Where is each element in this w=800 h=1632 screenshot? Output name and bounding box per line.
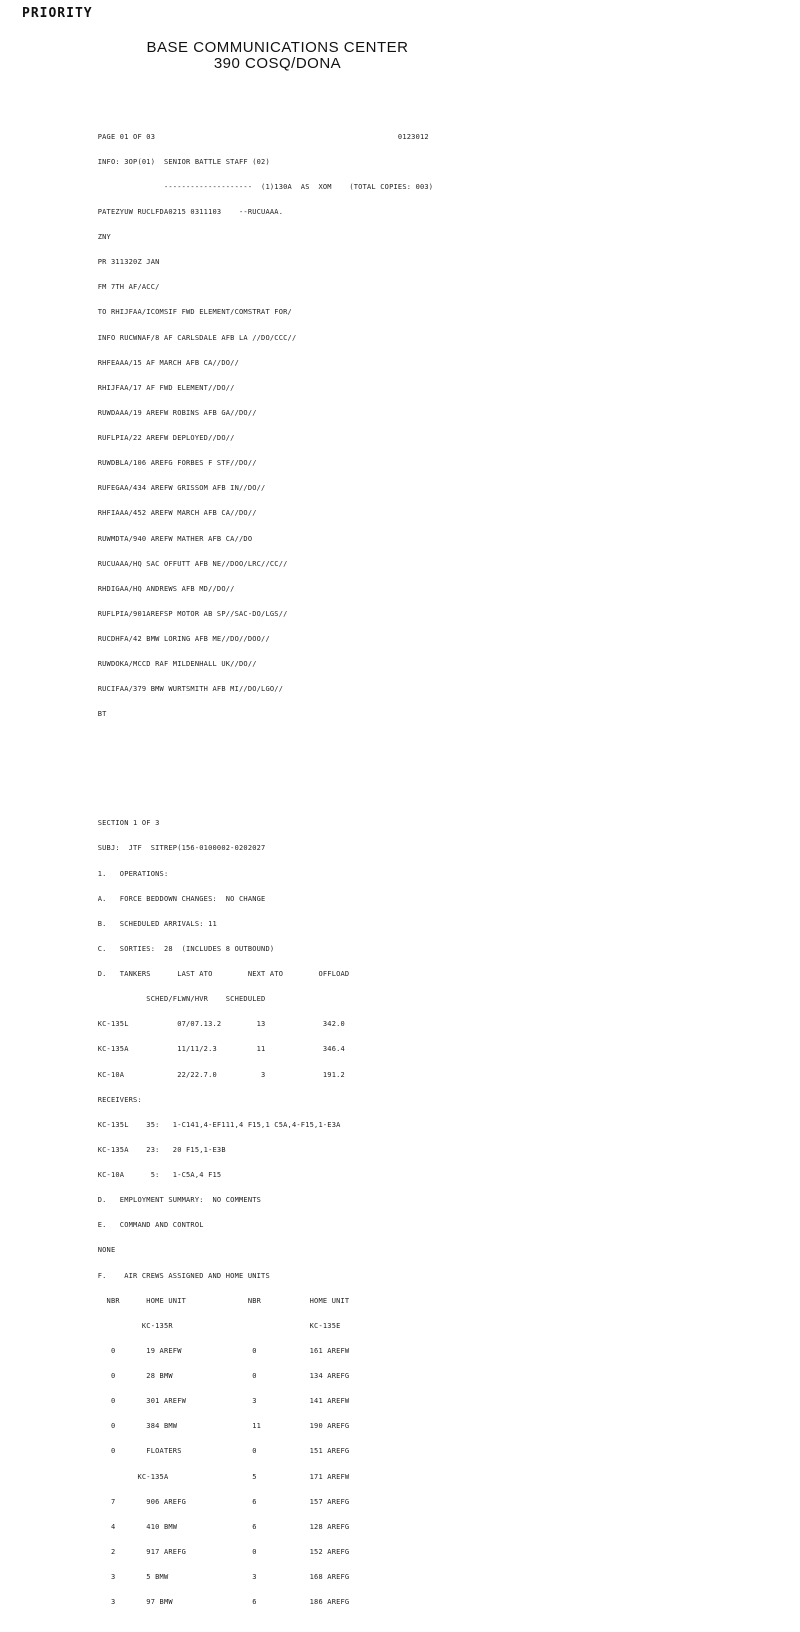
text-line: C. SORTIES: 28 (INCLUDES 8 OUTBOUND) — [58, 944, 275, 953]
text-line: RUFLPIA/901AREFSP MOTOR AB SP//SAC-DO/LGS// — [58, 609, 288, 618]
text-line: SECTION 1 OF 3 — [58, 819, 160, 828]
text-line: RUFLPIA/22 AREFW DEPLOYED//DO// — [58, 434, 235, 442]
text-line: 3 97 BMW 6 186 AREFG — [58, 1598, 350, 1607]
text-line: F. AIR CREWS ASSIGNED AND HOME UNITS — [58, 1271, 270, 1280]
text-line: SCHED/FLWN/HVR SCHEDULED — [58, 995, 266, 1004]
text-line: RHIJFAA/17 AF FWD ELEMENT//DO// — [58, 383, 235, 392]
text-line: 0 384 BMW 11 190 AREFG — [58, 1422, 350, 1431]
document-header — [0, 40, 555, 72]
message-text — [58, 99, 800, 1632]
text-line: PR 311320Z JAN — [58, 258, 160, 267]
text-line: 0 19 AREFW 0 161 AREFW — [58, 1346, 350, 1355]
text-line: 0 301 AREFW 3 141 AREFW — [58, 1397, 350, 1406]
header-title: BASE COMMUNICATIONS CENTER — [146, 39, 409, 56]
text-line: RUWMDTA/940 AREFW MATHER AFB CA//DO — [58, 534, 253, 543]
text-line: RHDIGAA/HQ ANDREWS AFB MD//DO// — [58, 584, 235, 593]
text-line: 2 917 AREFG 0 152 AREFG — [58, 1547, 350, 1556]
priority-stamp: PRIORITY — [22, 6, 93, 21]
text-line: 4 410 BMW 6 128 AREFG — [58, 1522, 350, 1531]
text-line: TO RHIJFAA/ICOMSIF FWD ELEMENT/COMSTRAT FOR/ — [58, 308, 292, 317]
blank-line — [58, 777, 800, 785]
text-line: FM 7TH AF/ACC/ — [58, 283, 160, 292]
text-line: RUCDHFA/42 BMW LORING AFB ME//DO//DOO// — [58, 635, 270, 643]
text-line: RUFEGAA/434 AREFW GRISSOM AFB IN//DO// — [58, 484, 266, 493]
text-line: D. TANKERS LAST ATO NEXT ATO OFFLOAD — [58, 970, 350, 978]
text-line: 7 906 AREFG 6 157 AREFG — [58, 1497, 350, 1506]
text-line: 1. OPERATIONS: — [58, 869, 169, 878]
text-line: NONE — [58, 1246, 116, 1255]
text-line: INFO RUCWNAF/8 AF CARLSDALE AFB LA //DO/CCC// — [58, 333, 297, 342]
text-line: PATEZYUW RUCLFDA0215 0311103 --RUCUAAA. — [58, 207, 284, 216]
text-line: KC-135A 5 171 AREFW — [58, 1472, 350, 1481]
text-line: BT — [58, 710, 107, 719]
text-line: RECEIVERS: — [58, 1095, 142, 1104]
text-line: RUCIFAA/379 BMW WURTSMITH AFB MI//DO/LGO// — [58, 685, 284, 694]
text-line: NBR HOME UNIT NBR HOME UNIT — [58, 1296, 350, 1305]
text-line: INFO: 3OP(01) SENIOR BATTLE STAFF (02) — [58, 157, 270, 166]
text-line: KC-135L 35: 1-C141,4-EF111,4 F15,1 C5A,4-F15,1-E3A — [58, 1120, 341, 1129]
text-line: -------------------- (1)130A AS XOM (TOTAL COPIES: 003) — [58, 182, 434, 191]
text-line: RUWDAAA/19 AREFW ROBINS AFB GA//DO// — [58, 408, 257, 417]
text-line: 0 FLOATERS 0 151 AREFG — [58, 1447, 350, 1456]
text-line: KC-10A 5: 1-C5A,4 F15 — [58, 1171, 222, 1179]
text-line: 0 28 BMW 0 134 AREFG — [58, 1372, 350, 1380]
text-line: KC-10A 22/22.7.0 3 191.2 — [58, 1070, 345, 1079]
text-line: KC-135R KC-135E — [58, 1321, 341, 1330]
text-line: KC-135A 11/11/2.3 11 346.4 — [58, 1045, 345, 1054]
text-line: RHFIAAA/452 AREFW MARCH AFB CA//DO// — [58, 509, 257, 518]
text-line: RHFEAAA/15 AF MARCH AFB CA//DO// — [58, 358, 239, 367]
text-line: KC-135L 07/07.13.2 13 342.0 — [58, 1020, 345, 1029]
text-line: 3 5 BMW 3 168 AREFG — [58, 1573, 350, 1581]
text-line: E. COMMAND AND CONTROL — [58, 1221, 204, 1230]
header-subtitle: 390 COSQ/DONA — [213, 55, 342, 72]
text-line: KC-135A 23: 20 F15,1-E3B — [58, 1145, 226, 1154]
text-line: SUBJ: JTF SITREP(156-0100002-0202027 — [58, 844, 266, 853]
text-line: A. FORCE BEDDOWN CHANGES: NO CHANGE — [58, 894, 266, 903]
message-body — [58, 803, 800, 1624]
blank-line — [58, 752, 800, 760]
text-line: ZNY — [58, 233, 111, 241]
text-line: B. SCHEDULED ARRIVALS: 11 — [58, 919, 217, 928]
text-line: RUWDOKA/MCCD RAF MILDENHALL UK//DO// — [58, 660, 257, 669]
message-head — [58, 116, 800, 736]
text-line: D. EMPLOYMENT SUMMARY: NO COMMENTS — [58, 1196, 262, 1205]
text-line: RUWDBLA/106 AREFG FORBES F STF//DO// — [58, 459, 257, 468]
text-line: RUCUAAA/HQ SAC OFFUTT AFB NE//DOO/LRC//CC// — [58, 559, 288, 568]
text-line: PAGE 01 OF 03 0123012 — [58, 132, 429, 141]
